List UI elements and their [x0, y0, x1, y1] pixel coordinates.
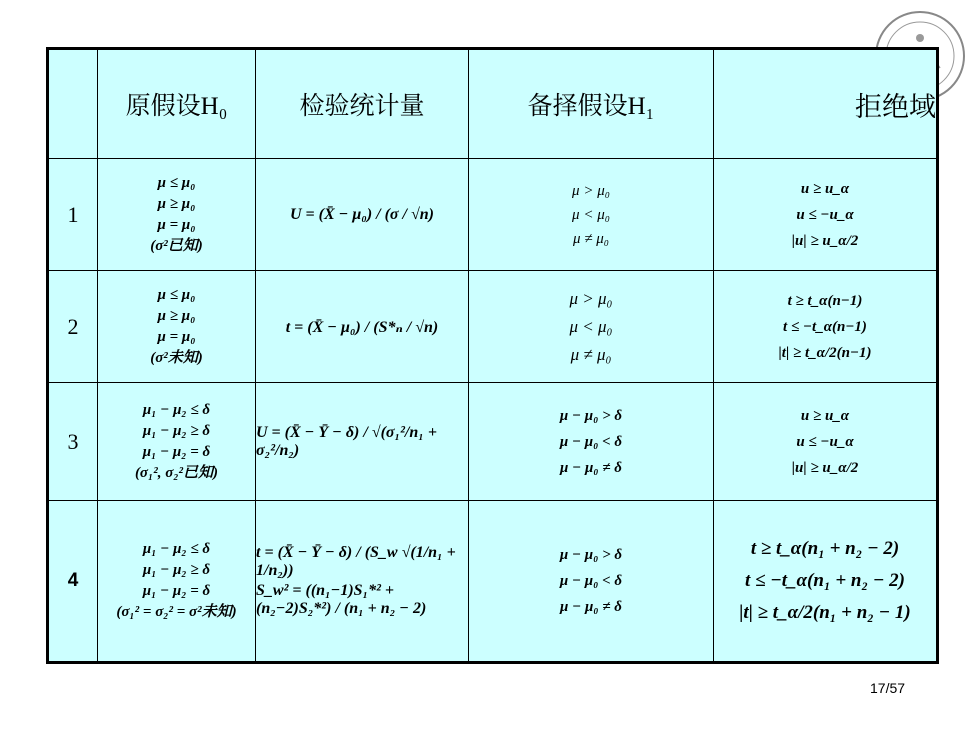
- index-header: [48, 49, 98, 159]
- rejection-region-line: u ≥ u_α: [800, 407, 850, 424]
- rejection-region-line: |t| ≥ t_α/2(n₁ + n₂ − 1): [739, 602, 911, 623]
- null-hypothesis-line: μ ≤ μ₀: [157, 286, 196, 303]
- null-hypothesis-line: μ ≤ μ₀: [157, 174, 196, 191]
- null-hypothesis-line: μ₁ − μ₂ ≥ δ: [142, 422, 211, 439]
- rejection-region-line: t ≥ t_α(n₁ + n₂ − 2): [750, 538, 900, 559]
- test-statistic-formula: t = (X̄ − μ₀) / (S*ₙ / √n): [285, 318, 439, 336]
- rejection-region-line: u ≤ −u_α: [796, 433, 854, 450]
- alternative-hypothesis-line: μ − μ₀ < δ: [559, 573, 623, 589]
- rejection-region-cell: [714, 159, 938, 271]
- rejection-region-line: t ≤ −t_α(n₁ + n₂ − 2): [745, 570, 905, 591]
- rejection-region-line: u ≥ u_α: [800, 180, 850, 197]
- test-statistic-cell: [256, 271, 469, 383]
- alternative-hypothesis-line: μ > μ₀: [572, 182, 610, 199]
- alternative-hypothesis-line: μ < μ₀: [572, 206, 610, 223]
- null-hypothesis-line: μ₁ − μ₂ ≤ δ: [142, 541, 211, 557]
- null-hypothesis-cell: [98, 383, 256, 501]
- null-hypothesis-condition: (σ²未知): [150, 349, 203, 366]
- table-row: [48, 159, 938, 271]
- alternative-hypothesis-line: μ − μ₀ ≠ δ: [560, 599, 622, 615]
- row-index: 2: [48, 271, 98, 383]
- alternative-hypothesis-line: μ − μ₀ ≠ δ: [560, 459, 622, 476]
- rejection-region-cell: [714, 271, 938, 383]
- null-hypothesis-cell: [98, 159, 256, 271]
- alternative-hypothesis-header: 备择假设H₁: [469, 49, 714, 159]
- hypothesis-test-table: [46, 47, 939, 664]
- null-hypothesis-line: μ ≥ μ₀: [157, 307, 196, 324]
- null-hypothesis-condition: (σ₁² = σ₂² = σ²未知): [116, 604, 237, 620]
- test-statistic-header: 检验统计量: [256, 49, 469, 159]
- alternative-hypothesis-cell: [469, 159, 714, 271]
- table-header-row: [48, 49, 938, 159]
- null-hypothesis-cell: [98, 501, 256, 663]
- rejection-region-line: |t| ≥ t_α/2(n−1): [778, 344, 872, 361]
- null-hypothesis-cell: [98, 271, 256, 383]
- alternative-hypothesis-line: μ − μ₀ > δ: [559, 547, 623, 563]
- test-statistic-formula: U = (X̄ − μ₀) / (σ / √n): [289, 205, 435, 223]
- rejection-region-cell: [714, 501, 938, 663]
- rejection-region-line: |u| ≥ u_α/2: [791, 232, 859, 249]
- null-hypothesis-line: μ₁ − μ₂ ≥ δ: [142, 562, 211, 578]
- row-index: 4: [48, 501, 98, 663]
- alternative-hypothesis-cell: [469, 383, 714, 501]
- alternative-hypothesis-line: μ > μ₀: [569, 288, 613, 308]
- null-hypothesis-condition: (σ₁², σ₂²已知): [134, 464, 219, 481]
- table-row: [48, 501, 938, 663]
- alternative-hypothesis-line: μ ≠ μ₀: [570, 344, 612, 364]
- rejection-region-header: 拒绝域: [714, 49, 938, 159]
- test-statistic-formula: t = (X̄ − Ȳ − δ) / (S_w √(1/n₁ + 1/n₂)): [256, 544, 456, 579]
- table-row: [48, 383, 938, 501]
- table-row: [48, 271, 938, 383]
- test-statistic-cell: [256, 159, 469, 271]
- page-number: 17/57: [870, 680, 906, 696]
- null-hypothesis-line: μ₁ − μ₂ ≤ δ: [142, 401, 211, 418]
- null-hypothesis-line: μ₁ − μ₂ = δ: [142, 443, 211, 460]
- alternative-hypothesis-line: μ − μ₀ > δ: [559, 407, 623, 424]
- null-hypothesis-line: μ₁ − μ₂ = δ: [142, 583, 211, 599]
- pooled-variance-formula: S_w² = ((n₁−1)S₁*² + (n₂−2)S₂*²) / (n₁ + n₂ − 2): [256, 582, 427, 617]
- rejection-region-line: t ≤ −t_α(n−1): [783, 318, 867, 335]
- null-hypothesis-header: 原假设H₀: [98, 49, 256, 159]
- test-statistic-cell: [256, 501, 469, 663]
- rejection-region-cell: [714, 383, 938, 501]
- alternative-hypothesis-line: μ − μ₀ < δ: [559, 433, 623, 450]
- row-index: 3: [48, 383, 98, 501]
- null-hypothesis-line: μ = μ₀: [157, 216, 196, 233]
- row-index: 1: [48, 159, 98, 271]
- alternative-hypothesis-cell: [469, 501, 714, 663]
- alternative-hypothesis-line: μ < μ₀: [569, 316, 613, 336]
- null-hypothesis-line: μ ≥ μ₀: [157, 195, 196, 212]
- null-hypothesis-condition: (σ²已知): [150, 237, 203, 254]
- test-statistic-cell: [256, 383, 469, 501]
- rejection-region-line: t ≥ t_α(n−1): [787, 292, 863, 309]
- rejection-region-line: |u| ≥ u_α/2: [791, 459, 859, 476]
- alternative-hypothesis-cell: [469, 271, 714, 383]
- rejection-region-line: u ≤ −u_α: [796, 206, 854, 223]
- alternative-hypothesis-line: μ ≠ μ₀: [572, 230, 609, 247]
- test-statistic-formula: U = (X̄ − Ȳ − δ) / √(σ₁²/n₁ + σ₂²/n₂): [256, 423, 437, 459]
- null-hypothesis-line: μ = μ₀: [157, 328, 196, 345]
